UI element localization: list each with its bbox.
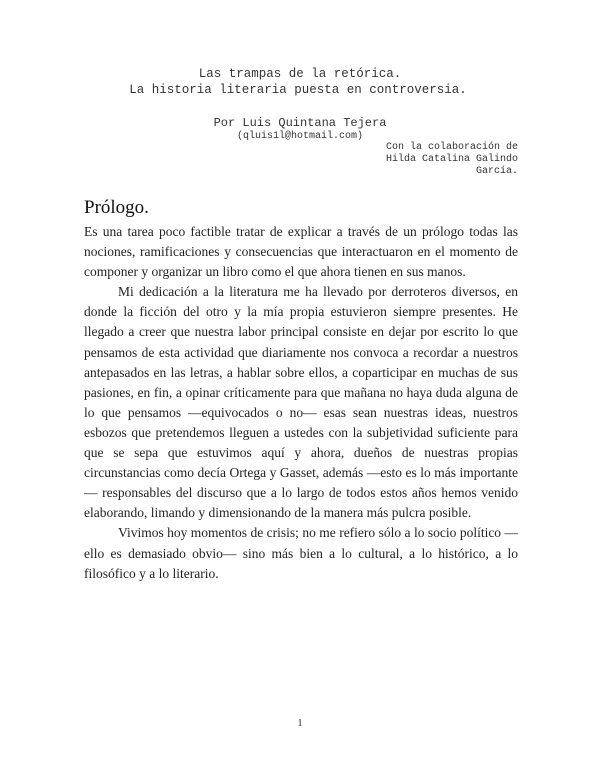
author-name: Por Luis Quintana Tejera [213,116,387,130]
collaboration-line-2: Hilda Catalina Galindo [385,154,518,165]
author-email: (qluis1l@hotmail.com) [236,131,364,142]
section-heading: Prólogo. [84,197,149,218]
collaboration-line-1: Con la colaboración de [385,142,518,153]
paragraph: Vivimos hoy momentos de crisis; no me refiero sólo a lo socio político —ello es demasiado obvio— sino más bien a lo cultural, a lo histórico, a lo filosófico y a lo literario. [84,525,518,581]
body-text [84,222,518,584]
paragraph: Mi dedicación a la literatura me ha llevado por derroteros diversos, en donde la ficción del otro y la mía propia estuvieron siempre presentes. He llegado a creer que nuestra labor principal consiste en dejar por escrito lo que pensamos de esta actividad que diariamente nos convoca a recordar a nuestros antepasados en las letras, a hablar sobre ellos, a coparticipar en muchas de sus pasiones, en fin, a opinar críticamente para que mañana no haya duda alguna de lo que pensamos —equivocados o no— esas sean nuestras ideas, nuestros esbozos que pretendemos lleguen a ustedes con la subjetividad suficiente para que se sepa que estuvimos aquí y ahora, dueños de nuestras propias circunstancias como decía Ortega y Gasset, además —esto es lo más importante— responsables del discurso que a lo largo de todos estos años hemos venido elaborando, limando y dimensionando de la manera más pulcra posible. [84,284,518,521]
title-line-1: Las trampas de la retórica. [198,67,402,81]
paragraph: Es una tarea poco factible tratar de explicar a través de un prólogo todas las nociones, ramificaciones y consecuencias que interactuaron en el momento de componer y organizar un libro como el que ahora tienen en sus manos. [84,224,518,280]
author-block [0,117,600,143]
title-line-2: La historia literaria puesta en controversia. [129,83,467,97]
collaboration-note [386,142,518,178]
collaboration-line-3: García. [475,166,518,177]
document-title [0,66,600,98]
page-number: 1 [297,717,303,729]
